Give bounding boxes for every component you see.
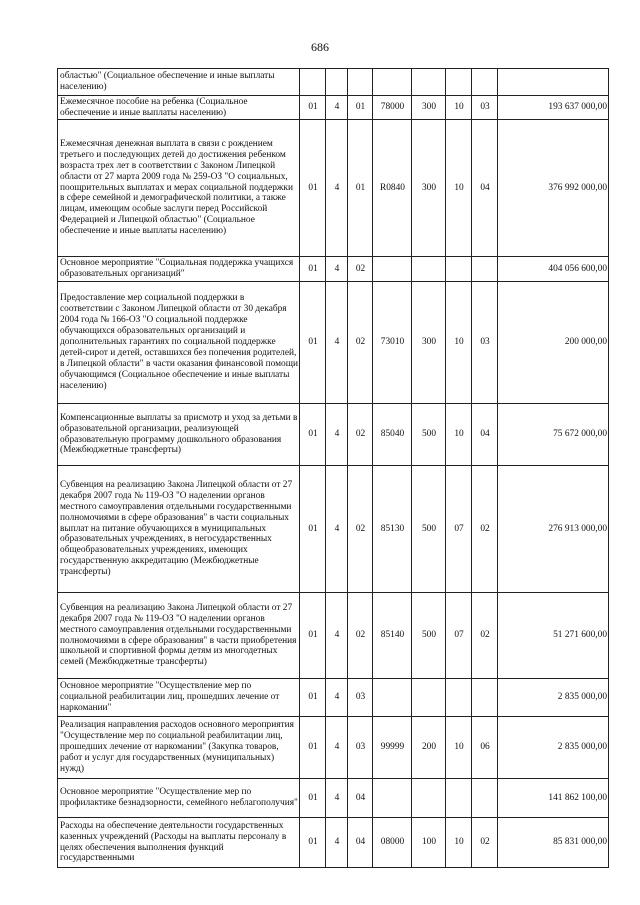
subsection-code [472, 779, 498, 818]
table-row [58, 717, 609, 779]
direction-code: 78000 [373, 96, 412, 120]
activity-code [348, 69, 373, 96]
subsection-code: 02 [472, 818, 498, 868]
table-row [58, 69, 609, 96]
activity-code: 02 [348, 404, 373, 466]
program-code: 01 [300, 120, 326, 257]
section-code: 07 [446, 466, 472, 593]
subsection-code: 03 [472, 282, 498, 404]
amount: 200 000,00 [498, 282, 609, 404]
amount: 193 637 000,00 [498, 96, 609, 120]
table-row [58, 404, 609, 466]
subprogram-code: 4 [326, 593, 348, 679]
amount: 85 831 000,00 [498, 818, 609, 868]
subprogram-code: 4 [326, 257, 348, 282]
direction-code [373, 679, 412, 717]
row-description: Компенсационные выплаты за присмотр и уход за детьми в образовательной организации, реализующей образовательную программу дошкольного образования (Межбюджетные трансферты) [58, 404, 300, 466]
expense-type-code [412, 257, 446, 282]
row-description: Основное мероприятие "Социальная поддержка учащихся образовательных организаций" [58, 257, 300, 282]
program-code: 01 [300, 257, 326, 282]
activity-code: 03 [348, 717, 373, 779]
expense-type-code: 300 [412, 96, 446, 120]
table-row [58, 282, 609, 404]
direction-code [373, 257, 412, 282]
subsection-code [472, 679, 498, 717]
subprogram-code [326, 69, 348, 96]
table-row [58, 96, 609, 120]
expense-type-code [412, 69, 446, 96]
section-code: 10 [446, 120, 472, 257]
table-row [58, 593, 609, 679]
subprogram-code: 4 [326, 818, 348, 868]
section-code [446, 679, 472, 717]
subprogram-code: 4 [326, 120, 348, 257]
row-description: Ежемесячное пособие на ребенка (Социальное обеспечение и иные выплаты населению) [58, 96, 300, 120]
section-code [446, 69, 472, 96]
activity-code: 04 [348, 779, 373, 818]
amount [498, 69, 609, 96]
amount: 51 271 600,00 [498, 593, 609, 679]
expense-type-code [412, 679, 446, 717]
direction-code: 73010 [373, 282, 412, 404]
expense-type-code [412, 779, 446, 818]
expense-type-code: 100 [412, 818, 446, 868]
program-code: 01 [300, 404, 326, 466]
expense-type-code: 500 [412, 593, 446, 679]
budget-table [57, 68, 609, 868]
expense-type-code: 500 [412, 466, 446, 593]
direction-code: 85040 [373, 404, 412, 466]
program-code: 01 [300, 96, 326, 120]
subprogram-code: 4 [326, 466, 348, 593]
expense-type-code: 500 [412, 404, 446, 466]
activity-code: 02 [348, 282, 373, 404]
amount: 2 835 000,00 [498, 717, 609, 779]
section-code: 07 [446, 593, 472, 679]
section-code: 10 [446, 96, 472, 120]
activity-code: 01 [348, 120, 373, 257]
direction-code: R0840 [373, 120, 412, 257]
activity-code: 02 [348, 593, 373, 679]
row-description: Субвенция на реализацию Закона Липецкой области от 27 декабря 2007 года № 119-ОЗ "О наделении органов местного самоуправления отдельными государственными полномочиями в сфере образования" в части социальных выплат на питание обучающихся в муниципальных образовательных учреждениях, в негосударственных общеобразовательных учреждениях, имеющих государственную аккредитацию (Межбюджетные трансферты) [58, 466, 300, 593]
subprogram-code: 4 [326, 282, 348, 404]
subsection-code: 02 [472, 593, 498, 679]
subprogram-code: 4 [326, 679, 348, 717]
amount: 276 913 000,00 [498, 466, 609, 593]
program-code: 01 [300, 818, 326, 868]
table-row [58, 779, 609, 818]
row-description: Основное мероприятие "Осуществление мер по профилактике безнадзорности, семейного неблагополучия" [58, 779, 300, 818]
program-code: 01 [300, 779, 326, 818]
program-code: 01 [300, 593, 326, 679]
section-code [446, 779, 472, 818]
direction-code [373, 779, 412, 818]
row-description: Субвенция на реализацию Закона Липецкой области от 27 декабря 2007 года № 119-ОЗ "О наделении органов местного самоуправления отдельными государственными полномочиями в сфере образования" в части приобретения школьной и спортивной формы детям из многодетных семей (Межбюджетные трансферты) [58, 593, 300, 679]
activity-code: 02 [348, 257, 373, 282]
row-description: Ежемесячная денежная выплата в связи с рождением третьего и последующих детей до достижения ребенком возраста трех лет в соответствии с Законом Липецкой области от 27 марта 2009 года № 259-ОЗ "О социальных, поощрительных выплатах и мерах социальной поддержки в сфере семейной и демографической политики, а также лицам, имеющим особые заслуги перед Российской Федерацией и Липецкой областью" (Социальное обеспечение и иные выплаты населению) [58, 120, 300, 257]
program-code [300, 69, 326, 96]
program-code: 01 [300, 717, 326, 779]
expense-type-code: 300 [412, 120, 446, 257]
activity-code: 03 [348, 679, 373, 717]
subprogram-code: 4 [326, 779, 348, 818]
program-code: 01 [300, 466, 326, 593]
subsection-code: 06 [472, 717, 498, 779]
row-description: областью" (Социальное обеспечение и иные выплаты населению) [58, 69, 300, 96]
direction-code [373, 69, 412, 96]
page-number: 686 [311, 40, 329, 54]
row-description: Расходы на обеспечение деятельности государственных казенных учреждений (Расходы на выплаты персоналу в целях обеспечения выполнения функций государственными [58, 818, 300, 868]
subsection-code: 04 [472, 404, 498, 466]
section-code: 10 [446, 717, 472, 779]
direction-code: 85140 [373, 593, 412, 679]
direction-code: 99999 [373, 717, 412, 779]
section-code [446, 257, 472, 282]
subsection-code: 02 [472, 466, 498, 593]
table-row [58, 257, 609, 282]
direction-code: 08000 [373, 818, 412, 868]
table-row [58, 120, 609, 257]
row-description: Реализация направления расходов основного мероприятия "Осуществление мер по социальной реабилитации лиц, прошедших лечение от наркомании" (Закупка товаров, работ и услуг для государственных (муниципальных) нужд) [58, 717, 300, 779]
amount: 376 992 000,00 [498, 120, 609, 257]
expense-type-code: 300 [412, 282, 446, 404]
direction-code: 85130 [373, 466, 412, 593]
subprogram-code: 4 [326, 404, 348, 466]
subsection-code: 03 [472, 96, 498, 120]
program-code: 01 [300, 679, 326, 717]
subprogram-code: 4 [326, 717, 348, 779]
section-code: 10 [446, 818, 472, 868]
activity-code: 04 [348, 818, 373, 868]
activity-code: 01 [348, 96, 373, 120]
subsection-code [472, 69, 498, 96]
amount: 404 056 600,00 [498, 257, 609, 282]
amount: 2 835 000,00 [498, 679, 609, 717]
section-code: 10 [446, 404, 472, 466]
amount: 75 672 000,00 [498, 404, 609, 466]
activity-code: 02 [348, 466, 373, 593]
amount: 141 862 100,00 [498, 779, 609, 818]
subsection-code [472, 257, 498, 282]
subprogram-code: 4 [326, 96, 348, 120]
table-row [58, 818, 609, 868]
program-code: 01 [300, 282, 326, 404]
table-row [58, 466, 609, 593]
section-code: 10 [446, 282, 472, 404]
subsection-code: 04 [472, 120, 498, 257]
expense-type-code: 200 [412, 717, 446, 779]
row-description: Основное мероприятие "Осуществление мер по социальной реабилитации лиц, прошедших лечение от наркомании" [58, 679, 300, 717]
table-row [58, 679, 609, 717]
row-description: Предоставление мер социальной поддержки в соответствии с Законом Липецкой области от 30 декабря 2004 года № 166-ОЗ "О социальной поддержке обучающихся образовательных организаций и дополнительных гарантиях по социальной поддержке детей-сирот и детей, оставшихся без попечения родителей, в Липецкой области" в части оказания финансовой помощи обучающимся (Социальное обеспечение и иные выплаты населению) [58, 282, 300, 404]
